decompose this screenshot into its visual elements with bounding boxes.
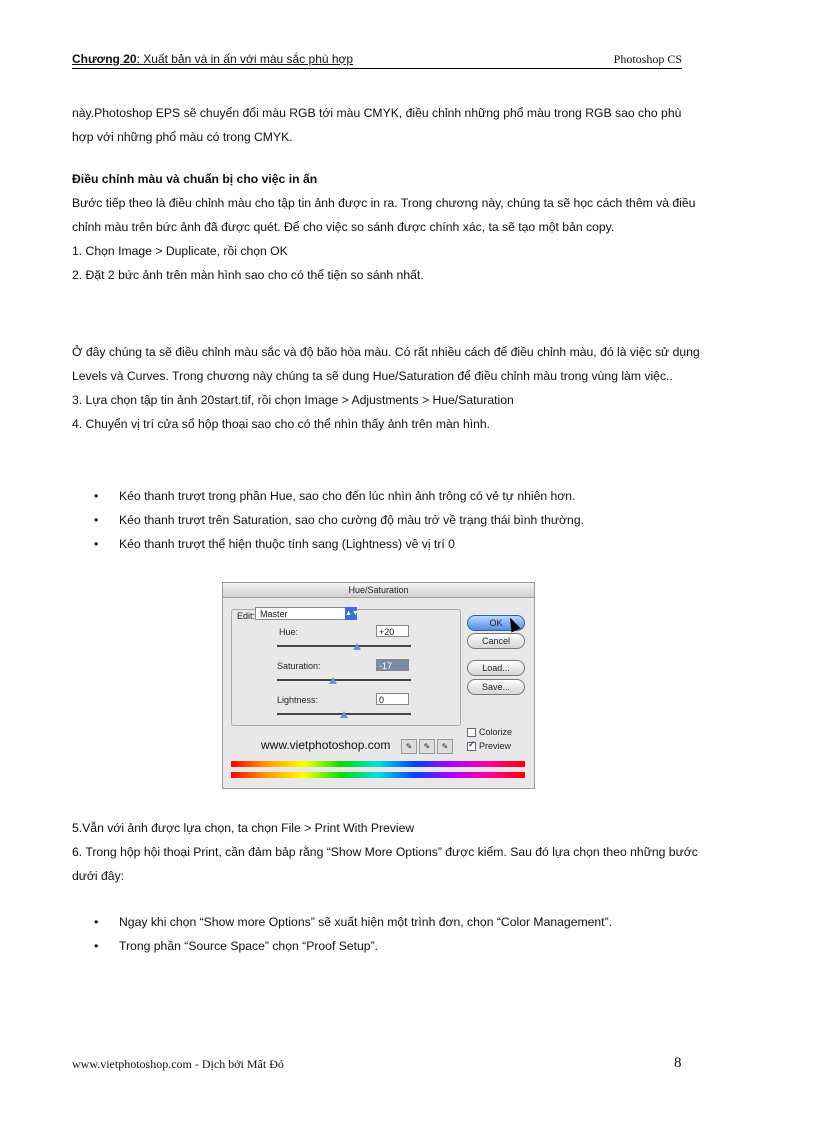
step-5: 5.Vẫn với ảnh được lựa chọn, ta chọn File > Print With Preview — [72, 821, 415, 835]
preview-checkbox-box[interactable] — [467, 742, 476, 751]
bullet-item: • Kéo thanh trượt trên Saturation, sao cho cường độ màu trở về trạng thái bình thường. — [72, 508, 702, 532]
hue-slider-track — [277, 645, 411, 647]
dialog-title: Hue/Saturation — [223, 583, 534, 598]
edit-select[interactable] — [255, 607, 357, 620]
page-number: 8 — [674, 1055, 682, 1071]
preview-checkbox[interactable] — [467, 741, 511, 751]
spectrum-bar-bottom — [231, 772, 525, 778]
third-section — [72, 816, 702, 888]
hue-label: Hue: — [279, 627, 299, 637]
chevron-down-icon: ▲▼ — [345, 607, 357, 620]
bullet-item: • Kéo thanh trượt thể hiện thuộc tính sang (Lightness) về vị trí 0 — [72, 532, 702, 556]
hue-slider-thumb[interactable] — [353, 643, 361, 650]
colorize-label: Colorize — [479, 727, 513, 737]
step-2: 2. Đặt 2 bức ảnh trên màn hình sao cho có thể tiện so sánh nhất. — [72, 268, 424, 282]
cancel-button[interactable]: Cancel — [467, 633, 525, 649]
section-heading: Điều chỉnh màu và chuẩn bị cho việc in ấn — [72, 172, 318, 186]
hue-input[interactable]: +20 — [376, 625, 409, 637]
chapter-name: : Xuất bản và in ấn với màu sắc phù hợp — [136, 52, 354, 66]
step-4: 4. Chuyển vị trí cửa sổ hộp thoại sao cho có thể nhìn thấy ảnh trên màn hình. — [72, 417, 491, 431]
eyedropper-icon[interactable]: ✎ — [401, 739, 417, 754]
paragraph-2: Ở đây chúng ta sẽ điều chỉnh màu sắc và độ bão hòa màu. Có rất nhiều cách để điều chỉnh màu, đó là việc sử dụng Levels và Curves. Trong chương này chúng ta sẽ dung Hue/Saturation để điều chỉnh màu trong vùng làm việc.. — [72, 345, 700, 383]
load-button[interactable]: Load... — [467, 660, 525, 676]
bullet-item: • Trong phần “Source Space” chọn “Proof Setup”. — [72, 934, 702, 958]
eyedropper-minus-icon[interactable]: ✎ — [437, 739, 453, 754]
adjust-group — [231, 609, 461, 726]
intro-paragraph: này.Photoshop EPS sẽ chuyển đổi màu RGB tới màu CMYK, điều chỉnh những phổ màu trong RGB sao cho phù hợp với những phổ màu có trong CMYK. — [72, 106, 682, 144]
saturation-slider-thumb[interactable] — [329, 677, 337, 684]
edit-select-value: Master — [260, 609, 288, 619]
main-section — [72, 167, 702, 287]
bullet-list-2 — [72, 910, 702, 958]
spectrum-bar-top — [231, 761, 525, 767]
edit-label: Edit: — [237, 611, 256, 621]
eyedropper-plus-icon[interactable]: ✎ — [419, 739, 435, 754]
bullet-item: • Kéo thanh trượt trong phần Hue, sao cho đến lúc nhìn ảnh trông có vẻ tự nhiên hơn. — [72, 484, 702, 508]
lightness-input[interactable]: 0 — [376, 693, 409, 705]
page-header — [72, 52, 682, 69]
chapter-title — [72, 52, 353, 66]
preview-label: Preview — [479, 741, 512, 751]
paragraph-1: Bước tiếp theo là điều chỉnh màu cho tập tin ảnh được in ra. Trong chương này, chúng ta sẽ học cách thêm và điều chỉnh màu trên bức ảnh đã được quét. Để cho việc so sánh được chính xác, ta sẽ tạo một bản copy. — [72, 196, 696, 234]
bullet-list-1 — [72, 484, 702, 556]
step-6: 6. Trong hộp hội thoại Print, cần đảm bảp rằng “Show More Options” được kiểm. Sau đó lựa chọn theo những bước dưới đây: — [72, 845, 698, 883]
colorize-checkbox[interactable] — [467, 727, 512, 737]
step-1: 1. Chọn Image > Duplicate, rồi chọn OK — [72, 244, 288, 258]
eyedropper-tools — [401, 739, 455, 753]
second-section — [72, 340, 702, 436]
lightness-slider-thumb[interactable] — [340, 711, 348, 718]
hue-saturation-dialog — [222, 582, 535, 789]
colorize-checkbox-box[interactable] — [467, 728, 476, 737]
footer-credit: www.vietphotoshop.com - Dịch bởi Mất Đỏ — [72, 1057, 284, 1071]
watermark-text: www.vietphotoshop.com — [261, 738, 391, 752]
lightness-label: Lightness: — [277, 695, 319, 705]
saturation-slider-track — [277, 679, 411, 681]
saturation-input[interactable]: -17 — [376, 659, 409, 671]
chapter-number: Chương 20 — [72, 52, 137, 66]
bullet-item: • Ngay khi chọn “Show more Options” sẽ xuất hiện một trình đơn, chọn “Color Management”. — [72, 910, 702, 934]
product-name: Photoshop CS — [613, 52, 682, 66]
saturation-label: Saturation: — [277, 661, 321, 671]
intro-section — [72, 101, 702, 149]
step-3: 3. Lựa chọn tập tin ảnh 20start.tif, rồi chọn Image > Adjustments > Hue/Saturation — [72, 393, 514, 407]
ok-button[interactable]: OK — [467, 615, 525, 631]
save-button[interactable]: Save... — [467, 679, 525, 695]
